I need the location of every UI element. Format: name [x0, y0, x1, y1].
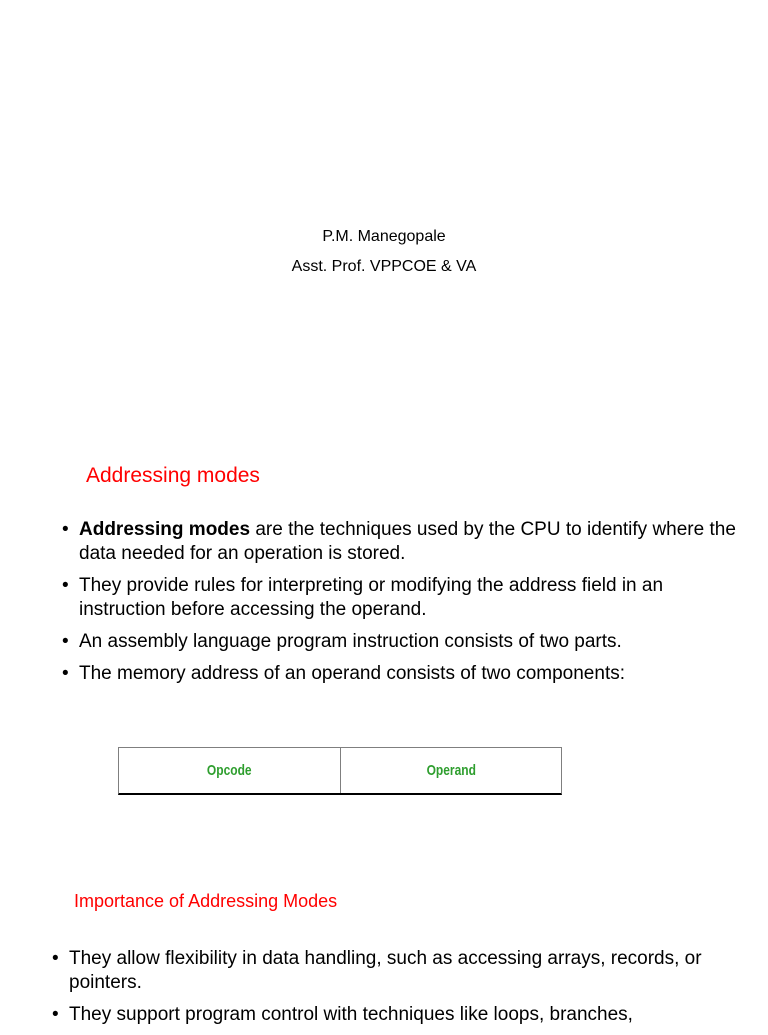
list-item [62, 574, 742, 622]
bullet-text: They support program control with techniques like loops, branches, [69, 1004, 633, 1025]
list-item [52, 1003, 752, 1027]
opcode-cell: Opcode [206, 762, 252, 779]
operand-cell: Operand [426, 762, 476, 779]
bullet-icon: • [62, 519, 69, 540]
bullet-icon: • [52, 1004, 59, 1025]
addressing-modes-bullet-list [62, 518, 742, 694]
list-item [62, 630, 742, 654]
bullet-text: They allow flexibility in data handling, such as accessing arrays, records, or pointers. [69, 948, 702, 993]
bullet-icon: • [62, 663, 69, 684]
author-role: Asst. Prof. VPPCOE & VA [291, 258, 477, 275]
list-item [52, 947, 752, 995]
bullet-text: An assembly language program instruction consists of two parts. [79, 631, 622, 652]
list-item [62, 518, 742, 566]
list-item [62, 662, 742, 686]
author-name: P.M. Manegopale [322, 228, 446, 245]
bullet-text: The memory address of an operand consists of two components: [79, 663, 625, 684]
instruction-format-table [118, 747, 562, 795]
cell-divider [340, 748, 341, 793]
bullet-icon: • [62, 575, 69, 596]
importance-bullet-list [52, 947, 752, 1035]
bullet-text: are the techniques used by the CPU to identify where the data needed for an operation is stored. [79, 519, 736, 564]
section-title-importance: Importance of Addressing Modes [74, 891, 338, 911]
section-title-addressing-modes: Addressing modes [86, 464, 260, 487]
bullet-icon: • [62, 631, 69, 652]
bullet-icon: • [52, 948, 59, 969]
bullet-text: They provide rules for interpreting or modifying the address field in an instruction before accessing the operand. [79, 575, 664, 620]
bullet-bold-term: Addressing modes [79, 519, 251, 540]
